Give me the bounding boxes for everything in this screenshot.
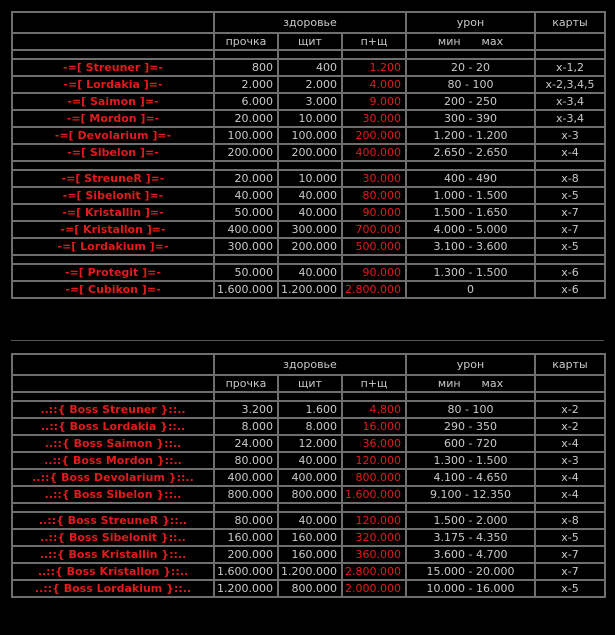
- health-sum-value: 1.200: [342, 59, 406, 76]
- monster-name: ..::{ Boss Kristallon }::..: [12, 563, 214, 580]
- durability-value: 300.000: [214, 238, 278, 255]
- health-sum-value: 700.000: [342, 221, 406, 238]
- spacer-cell: [535, 503, 605, 512]
- spacer-cell: [406, 50, 535, 59]
- durability-value: 24.000: [214, 435, 278, 452]
- shield-value: 200.000: [278, 238, 342, 255]
- table-row: [12, 486, 605, 503]
- spacer-cell: [406, 255, 535, 264]
- table-row: [12, 512, 605, 529]
- table-row: [12, 187, 605, 204]
- health-sum-value: 320.000: [342, 529, 406, 546]
- cards-value: x-5: [535, 529, 605, 546]
- alien-stats-table: [11, 11, 606, 299]
- shield-value: 12.000: [278, 435, 342, 452]
- shield-header: щит: [278, 375, 342, 392]
- durability-value: 160.000: [214, 529, 278, 546]
- shield-value: 1.600: [278, 401, 342, 418]
- subheader-cards-blank: [535, 33, 605, 50]
- spacer-cell: [12, 392, 214, 401]
- spacer-cell: [214, 255, 278, 264]
- damage-range: 200 - 250: [406, 93, 535, 110]
- spacer-cell: [406, 161, 535, 170]
- shield-value: 400.000: [278, 469, 342, 486]
- shield-value: 100.000: [278, 127, 342, 144]
- health-sum-value: 36.000: [342, 435, 406, 452]
- durability-value: 100.000: [214, 127, 278, 144]
- monster-name: -=[ Devolarium ]=-: [12, 127, 214, 144]
- health-sum-value: 90.000: [342, 204, 406, 221]
- table-row: [12, 238, 605, 255]
- damage-range: 10.000 - 16.000: [406, 580, 535, 597]
- spacer-row: [12, 161, 605, 170]
- section-divider: [11, 340, 604, 341]
- table-row: [12, 144, 605, 161]
- spacer-cell: [535, 50, 605, 59]
- spacer-cell: [535, 392, 605, 401]
- table-row: [12, 418, 605, 435]
- durability-value: 1.600.000: [214, 281, 278, 298]
- shield-value: 800.000: [278, 486, 342, 503]
- boss-stats-table: [11, 353, 606, 598]
- spacer-cell: [342, 392, 406, 401]
- table-row: [12, 93, 605, 110]
- health-header: здоровье: [214, 354, 406, 375]
- sum-header: п+щ: [342, 375, 406, 392]
- table-row: [12, 401, 605, 418]
- table-row: [12, 170, 605, 187]
- cards-value: x-2: [535, 418, 605, 435]
- subheader-row: [12, 33, 605, 50]
- damage-range: 2.650 - 2.650: [406, 144, 535, 161]
- shield-value: 200.000: [278, 144, 342, 161]
- cards-value: x-5: [535, 187, 605, 204]
- cards-value: x-7: [535, 546, 605, 563]
- health-sum-value: 80.000: [342, 187, 406, 204]
- damage-range: 4.100 - 4.650: [406, 469, 535, 486]
- cards-value: x-8: [535, 170, 605, 187]
- durability-value: 800: [214, 59, 278, 76]
- min-max-header: [406, 375, 535, 392]
- table-row: [12, 110, 605, 127]
- monster-name: ..::{ Boss Devolarium }::..: [12, 469, 214, 486]
- health-sum-value: 200.000: [342, 127, 406, 144]
- monster-name: ..::{ Boss Lordakium }::..: [12, 580, 214, 597]
- health-sum-value: 400.000: [342, 144, 406, 161]
- cards-value: x-4: [535, 435, 605, 452]
- spacer-cell: [214, 503, 278, 512]
- table-row: [12, 563, 605, 580]
- monster-name: -=[ Lordakia ]=-: [12, 76, 214, 93]
- spacer-cell: [278, 255, 342, 264]
- cards-value: x-3: [535, 127, 605, 144]
- spacer-cell: [214, 50, 278, 59]
- spacer-cell: [342, 255, 406, 264]
- damage-range: 80 - 100: [406, 76, 535, 93]
- durability-value: 200.000: [214, 144, 278, 161]
- damage-range: 3.600 - 4.700: [406, 546, 535, 563]
- table-row: [12, 59, 605, 76]
- spacer-cell: [214, 161, 278, 170]
- subheader-blank: [12, 33, 214, 50]
- table-row: [12, 452, 605, 469]
- min-header: мин: [437, 35, 461, 48]
- cards-value: x-2: [535, 401, 605, 418]
- min-header: мин: [437, 377, 461, 390]
- header-row: [12, 12, 605, 33]
- monster-name: -=[ Sibelon ]=-: [12, 144, 214, 161]
- damage-range: 3.100 - 3.600: [406, 238, 535, 255]
- monster-name: -=[ Kristallon ]=-: [12, 221, 214, 238]
- cards-value: x-8: [535, 512, 605, 529]
- spacer-cell: [342, 50, 406, 59]
- cards-value: x-1,2: [535, 59, 605, 76]
- spacer-cell: [12, 503, 214, 512]
- cards-value: x-6: [535, 264, 605, 281]
- subheader-cards-blank: [535, 375, 605, 392]
- cards-value: x-4: [535, 469, 605, 486]
- monster-name: -=[ Protegit ]=-: [12, 264, 214, 281]
- durability-value: 8.000: [214, 418, 278, 435]
- table-row: [12, 264, 605, 281]
- spacer-cell: [278, 161, 342, 170]
- cards-value: x-6: [535, 281, 605, 298]
- shield-value: 8.000: [278, 418, 342, 435]
- spacer-cell: [406, 503, 535, 512]
- health-sum-value: 4.000: [342, 76, 406, 93]
- cards-value: x-7: [535, 204, 605, 221]
- health-header: здоровье: [214, 12, 406, 33]
- table-row: [12, 469, 605, 486]
- monster-name: -=[ Lordakium ]=-: [12, 238, 214, 255]
- shield-value: 1.200.000: [278, 281, 342, 298]
- durability-value: 3.200: [214, 401, 278, 418]
- cards-value: x-3: [535, 452, 605, 469]
- shield-value: 400: [278, 59, 342, 76]
- shield-value: 300.000: [278, 221, 342, 238]
- health-sum-value: 120.000: [342, 512, 406, 529]
- shield-value: 40.000: [278, 264, 342, 281]
- shield-value: 40.000: [278, 512, 342, 529]
- monster-name: ..::{ Boss Kristallin }::..: [12, 546, 214, 563]
- spacer-row: [12, 503, 605, 512]
- cards-value: x-5: [535, 238, 605, 255]
- durability-value: 20.000: [214, 110, 278, 127]
- monster-name: ..::{ Boss StreuneR }::..: [12, 512, 214, 529]
- durability-value: 80.000: [214, 452, 278, 469]
- damage-header: урон: [406, 12, 535, 33]
- spacer-cell: [406, 392, 535, 401]
- durability-value: 800.000: [214, 486, 278, 503]
- table-row: [12, 529, 605, 546]
- spacer-cell: [278, 50, 342, 59]
- table-row: [12, 221, 605, 238]
- monster-name: ..::{ Boss Sibelonit }::..: [12, 529, 214, 546]
- damage-range: 1.200 - 1.200: [406, 127, 535, 144]
- header-row: [12, 354, 605, 375]
- damage-range: 1.500 - 2.000: [406, 512, 535, 529]
- shield-value: 40.000: [278, 187, 342, 204]
- monster-name: -=[ Saimon ]=-: [12, 93, 214, 110]
- damage-range: 1.000 - 1.500: [406, 187, 535, 204]
- health-sum-value: 9.000: [342, 93, 406, 110]
- health-sum-value: 16.000: [342, 418, 406, 435]
- spacer-cell: [12, 161, 214, 170]
- monster-name: -=[ Mordon ]=-: [12, 110, 214, 127]
- monster-name: ..::{ Boss Lordakia }::..: [12, 418, 214, 435]
- cards-value: x-7: [535, 563, 605, 580]
- spacer-row: [12, 392, 605, 401]
- cards-header: карты: [535, 12, 605, 33]
- durability-value: 40.000: [214, 187, 278, 204]
- monster-name: -=[ Cubikon ]=-: [12, 281, 214, 298]
- shield-value: 40.000: [278, 204, 342, 221]
- monster-name: -=[ Streuner ]=-: [12, 59, 214, 76]
- health-sum-value: 30.000: [342, 110, 406, 127]
- damage-range: 20 - 20: [406, 59, 535, 76]
- durability-header: прочка: [214, 375, 278, 392]
- cards-value: x-7: [535, 221, 605, 238]
- monster-name: ..::{ Boss Streuner }::..: [12, 401, 214, 418]
- cards-value: x-5: [535, 580, 605, 597]
- monster-name: ..::{ Boss Saimon }::..: [12, 435, 214, 452]
- spacer-row: [12, 255, 605, 264]
- durability-header: прочка: [214, 33, 278, 50]
- durability-value: 80.000: [214, 512, 278, 529]
- cards-header: карты: [535, 354, 605, 375]
- max-header: мах: [481, 35, 504, 48]
- spacer-cell: [12, 255, 214, 264]
- damage-range: 0: [406, 281, 535, 298]
- spacer-row: [12, 50, 605, 59]
- table-row: [12, 127, 605, 144]
- monster-name: -=[ Kristallin ]=-: [12, 204, 214, 221]
- cards-value: x-2,3,4,5: [535, 76, 605, 93]
- damage-range: 290 - 350: [406, 418, 535, 435]
- monster-name: -=[ Sibelonit ]=-: [12, 187, 214, 204]
- shield-header: щит: [278, 33, 342, 50]
- health-sum-value: 800.000: [342, 469, 406, 486]
- damage-range: 4.000 - 5.000: [406, 221, 535, 238]
- shield-value: 10.000: [278, 170, 342, 187]
- sum-header: п+щ: [342, 33, 406, 50]
- damage-range: 9.100 - 12.350: [406, 486, 535, 503]
- shield-value: 2.000: [278, 76, 342, 93]
- table-row: [12, 580, 605, 597]
- durability-value: 20.000: [214, 170, 278, 187]
- durability-value: 2.000: [214, 76, 278, 93]
- durability-value: 50.000: [214, 204, 278, 221]
- durability-value: 1.200.000: [214, 580, 278, 597]
- damage-range: 3.175 - 4.350: [406, 529, 535, 546]
- monster-name: ..::{ Boss Sibelon }::..: [12, 486, 214, 503]
- table-row: [12, 76, 605, 93]
- health-sum-value: 2.800.000: [342, 281, 406, 298]
- spacer-cell: [342, 503, 406, 512]
- shield-value: 160.000: [278, 546, 342, 563]
- damage-range: 1.300 - 1.500: [406, 264, 535, 281]
- cards-value: x-3,4: [535, 93, 605, 110]
- damage-range: 300 - 390: [406, 110, 535, 127]
- health-sum-value: 90.000: [342, 264, 406, 281]
- health-sum-value: 1.600.000: [342, 486, 406, 503]
- shield-value: 40.000: [278, 452, 342, 469]
- table-row: [12, 546, 605, 563]
- durability-value: 50.000: [214, 264, 278, 281]
- damage-range: 80 - 100: [406, 401, 535, 418]
- durability-value: 6.000: [214, 93, 278, 110]
- monster-name: ..::{ Boss Mordon }::..: [12, 452, 214, 469]
- spacer-cell: [535, 255, 605, 264]
- health-sum-value: 360.000: [342, 546, 406, 563]
- spacer-cell: [535, 161, 605, 170]
- header-blank: [12, 354, 214, 375]
- durability-value: 200.000: [214, 546, 278, 563]
- subheader-row: [12, 375, 605, 392]
- spacer-cell: [214, 392, 278, 401]
- damage-range: 400 - 490: [406, 170, 535, 187]
- cards-value: x-3,4: [535, 110, 605, 127]
- max-header: мах: [481, 377, 504, 390]
- table-row: [12, 204, 605, 221]
- spacer-cell: [342, 161, 406, 170]
- health-sum-value: 120.000: [342, 452, 406, 469]
- durability-value: 400.000: [214, 221, 278, 238]
- shield-value: 800.000: [278, 580, 342, 597]
- durability-value: 400.000: [214, 469, 278, 486]
- table-row: [12, 435, 605, 452]
- monster-name: -=[ StreuneR ]=-: [12, 170, 214, 187]
- damage-range: 1.500 - 1.650: [406, 204, 535, 221]
- cards-value: x-4: [535, 144, 605, 161]
- health-sum-value: 2.800.000: [342, 563, 406, 580]
- spacer-cell: [278, 392, 342, 401]
- shield-value: 3.000: [278, 93, 342, 110]
- shield-value: 160.000: [278, 529, 342, 546]
- header-blank: [12, 12, 214, 33]
- damage-range: 15.000 - 20.000: [406, 563, 535, 580]
- shield-value: 10.000: [278, 110, 342, 127]
- shield-value: 1.200.000: [278, 563, 342, 580]
- durability-value: 1.600.000: [214, 563, 278, 580]
- spacer-cell: [278, 503, 342, 512]
- health-sum-value: 2.000.000: [342, 580, 406, 597]
- min-max-header: [406, 33, 535, 50]
- damage-range: 600 - 720: [406, 435, 535, 452]
- health-sum-value: 500.000: [342, 238, 406, 255]
- table-row: [12, 281, 605, 298]
- damage-header: урон: [406, 354, 535, 375]
- damage-range: 1.300 - 1.500: [406, 452, 535, 469]
- health-sum-value: 4.800: [342, 401, 406, 418]
- health-sum-value: 30.000: [342, 170, 406, 187]
- subheader-blank: [12, 375, 214, 392]
- cards-value: x-4: [535, 486, 605, 503]
- spacer-cell: [12, 50, 214, 59]
